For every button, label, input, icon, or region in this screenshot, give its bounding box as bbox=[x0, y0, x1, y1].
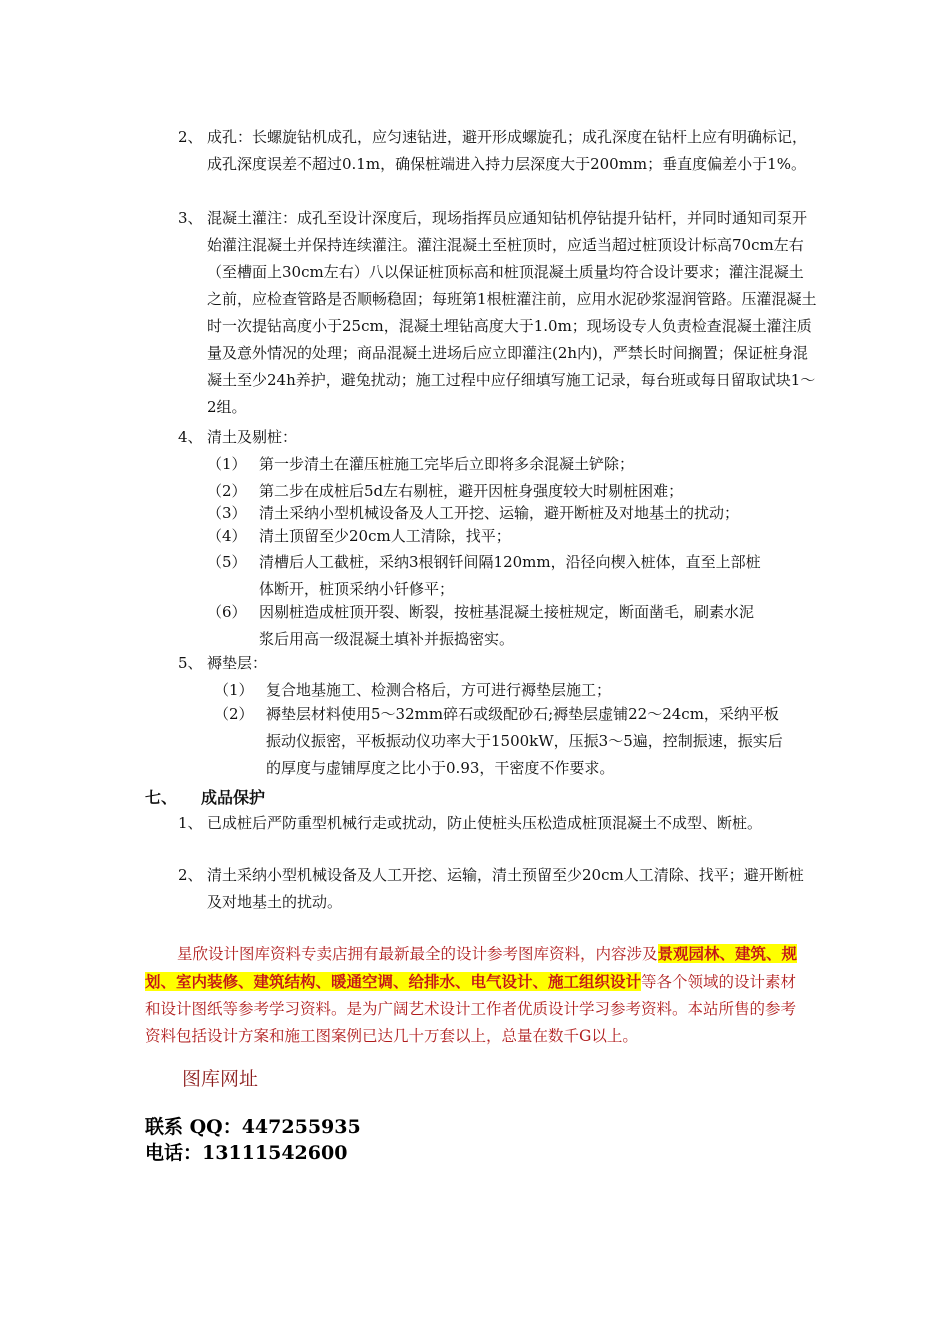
item-text: 清土采纳小型机械设备及人工开挖、运输，清土预留至少20cm人工清除、找平；避开断桩及对地基土的扰动。 bbox=[207, 866, 804, 911]
contact-qq: 联系 QQ：447255935 bbox=[145, 1116, 361, 1138]
sub-item-number: （2） bbox=[214, 705, 254, 723]
sub-item-text: 第二步在成桩后5d左右剔桩，避开因桩身强度较大时剔桩困难； bbox=[259, 482, 684, 500]
list-item bbox=[178, 124, 818, 178]
section-number: 七、 bbox=[145, 788, 178, 807]
sub-list-item bbox=[214, 677, 784, 704]
promo-text-before: 星欣设计图库资料专卖店拥有最新最全的设计参考图库资料，内容涉及 bbox=[177, 945, 658, 963]
item-text: 已成桩后严防重型机械行走或扰动，防止使桩头压松造成桩顶混凝土不成型、断桩。 bbox=[207, 814, 763, 832]
list-item bbox=[178, 810, 818, 837]
item-text: 清土及剔桩： bbox=[207, 428, 298, 446]
gallery-link[interactable]: 图库网址 bbox=[182, 1068, 259, 1090]
sub-item-text: 清槽后人工截桩，采纳3根钢钎间隔120mm，沿径向楔入桩体，直至上部桩体断开，桩顶采纳小钎修平； bbox=[259, 553, 761, 598]
sub-item-number: （4） bbox=[207, 527, 247, 545]
sub-item-number: （3） bbox=[207, 504, 247, 522]
section-title: 成品保护 bbox=[201, 788, 266, 807]
sub-item-text: 清土采纳小型机械设备及人工开挖、运输，避开断桩及对地基土的扰动； bbox=[259, 504, 740, 522]
list-item bbox=[178, 650, 818, 677]
sub-list-item bbox=[207, 523, 807, 550]
item-number: 1、 bbox=[178, 814, 203, 832]
contact-phone: 电话：13111542600 bbox=[145, 1142, 348, 1164]
list-item bbox=[178, 862, 818, 916]
sub-item-number: （1） bbox=[214, 681, 254, 699]
sub-list-item bbox=[214, 701, 784, 782]
item-text: 混凝土灌注：成孔至设计深度后，现场指挥员应通知钻机停钻提升钻杆，并同时通知司泵开始灌注混凝土并保持连续灌注。灌注混凝土至桩顶时，应适当超过桩顶设计标高70cm左右（至槽面上30cm左右）八以保证桩顶标高和桩顶混凝土质量均符合设计要求；灌注混凝土之前，应检查管路是否顺畅稳固；每班第1根桩灌注前，应用水泥砂浆湿润管路。压灌混凝土时一次提钻高度小于25cm，混凝土埋钻高度大于1.0m；现场设专人负责检查混凝土灌注质量及意外情况的处理；商品混凝土进场后应立即灌注(2h内)，严禁长时间搁置；保证桩身混凝土至少24h养护，避兔扰动；施工过程中应仔细填写施工记录，每台班或每日留取试块1～2组。 bbox=[207, 209, 817, 416]
promo-text-after: 等各个领域的设计素材和设计图纸等参考学习资料。是为广阔艺术设计工作者优质设计学习参考资料。本站所售的参考资料包括设计方案和施工图案例已达几十万套以上，总量在数千G以上。 bbox=[145, 973, 797, 1045]
section-heading bbox=[145, 786, 265, 810]
sub-item-number: （2） bbox=[207, 482, 247, 500]
promo-highlight: 景观园林、建筑、规划、室内装修、建筑结构、暖通空调、给排水、电气设计、施工组织设计 bbox=[145, 944, 798, 991]
item-text: 成孔：长螺旋钻机成孔，应匀速钻进，避开形成螺旋孔；成孔深度在钻杆上应有明确标记，成孔深度误差不超过0.1m，确保桩端进入持力层深度大于200mm；垂直度偏差小于1%。 bbox=[207, 128, 808, 173]
sub-item-text: 第一步清土在灌压桩施工完毕后立即将多余混凝土铲除； bbox=[259, 455, 635, 473]
sub-item-number: （1） bbox=[207, 455, 247, 473]
item-number: 2、 bbox=[178, 866, 203, 884]
item-text: 褥垫层： bbox=[207, 654, 268, 672]
item-number: 2、 bbox=[178, 128, 203, 146]
item-number: 5、 bbox=[178, 654, 203, 672]
promo-paragraph bbox=[145, 940, 810, 1050]
list-item bbox=[178, 424, 818, 451]
list-item bbox=[178, 205, 818, 421]
sub-list-item bbox=[207, 599, 767, 653]
sub-item-text: 复合地基施工、检测合格后，方可进行褥垫层施工； bbox=[266, 681, 612, 699]
sub-list-item bbox=[207, 549, 767, 603]
sub-item-text: 因剔桩造成桩顶开裂、断裂，按桩基混凝土接桩规定，断面凿毛，刷素水泥浆后用高一级混凝土填补并振捣密实。 bbox=[259, 603, 755, 648]
item-number: 3、 bbox=[178, 209, 203, 227]
sub-item-text: 清土顶留至少20cm人工清除，找平； bbox=[259, 527, 511, 545]
sub-item-number: （6） bbox=[207, 603, 247, 621]
sub-item-number: （5） bbox=[207, 553, 247, 571]
sub-list-item bbox=[207, 451, 807, 478]
item-number: 4、 bbox=[178, 428, 203, 446]
sub-item-text: 褥垫层材料使用5～32mm碎石或级配砂石;褥垫层虚铺22～24cm，采纳平板振动仪振密，平板振动仪功率大于1500kW，压振3～5遍，控制振速，振实后的厚度与虚铺厚度之比小于0.93，干密度不作要求。 bbox=[266, 705, 783, 777]
